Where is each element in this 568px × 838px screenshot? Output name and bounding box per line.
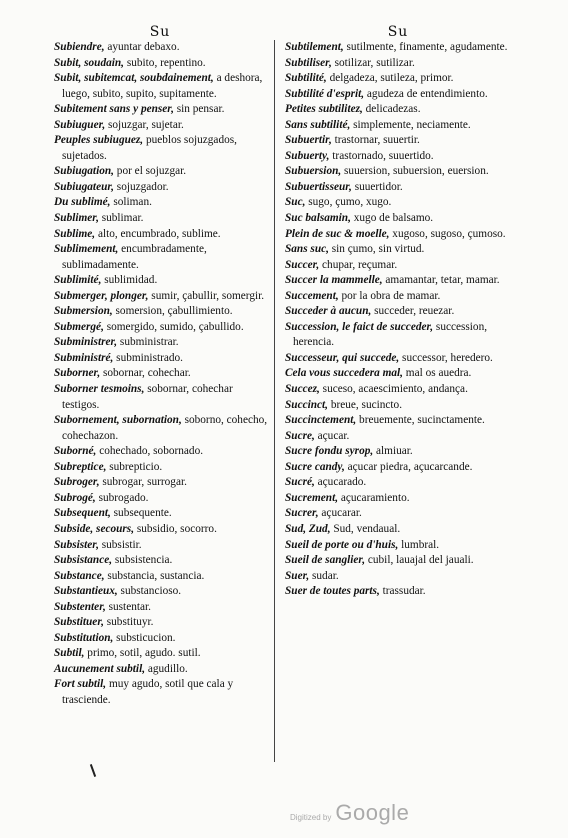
entry-headword: Substituer, (54, 616, 104, 629)
entry-translation: trastornado, suuertido. (329, 149, 434, 162)
entry-headword: Subtil, (54, 647, 85, 660)
dictionary-entry (285, 195, 509, 211)
dictionary-entry (285, 460, 509, 476)
entry-headword: Subsister, (54, 538, 99, 551)
dictionary-entry (285, 102, 509, 118)
digitized-by-label: Digitized by (290, 813, 332, 822)
entry-translation: agudillo. (145, 662, 188, 675)
entry-translation: breue, sucincto. (328, 398, 403, 411)
entry-headword: Subit, subitemcat, soubdainement, (54, 72, 214, 85)
dictionary-entry (285, 351, 509, 367)
dictionary-entry (285, 133, 509, 149)
entry-headword: Subrogé, (54, 491, 96, 504)
dictionary-entry (285, 164, 509, 180)
dictionary-entry (54, 366, 268, 382)
dictionary-entry (54, 164, 268, 180)
entry-translation: cubil, lauajal del jauali. (365, 554, 474, 567)
dictionary-entry (54, 444, 268, 460)
dictionary-entry (285, 444, 509, 460)
dictionary-entry (285, 491, 509, 507)
entry-headword: Subtilement, (285, 41, 344, 53)
dictionary-entry (54, 211, 268, 227)
entry-translation: sin pensar. (173, 103, 225, 116)
dictionary-entry (285, 475, 509, 491)
entry-translation: sublimidad. (101, 274, 158, 287)
entry-headword: Sucre, (285, 429, 315, 442)
entry-headword: Subiendre, (54, 41, 105, 53)
entry-translation: açucar. (314, 429, 350, 442)
entry-headword: Succer la mammelle, (285, 274, 383, 287)
entry-headword: Subministré, (54, 351, 114, 364)
dictionary-entry (285, 584, 509, 600)
entry-headword: Plein de suc & moelle, (285, 227, 390, 240)
entry-translation: açucar piedra, açucarcande. (344, 460, 473, 473)
entry-headword: Subroger, (54, 476, 100, 489)
left-column (54, 40, 268, 709)
entry-translation: subrogado. (95, 491, 149, 504)
dictionary-entry (54, 631, 268, 647)
entry-translation: subministrado. (113, 351, 184, 364)
dictionary-entry (285, 506, 509, 522)
dictionary-entry (54, 102, 268, 118)
entry-headword: Subsistance, (54, 554, 113, 567)
dictionary-entry (285, 118, 509, 134)
entry-translation: açucarado. (314, 476, 367, 489)
dictionary-entry (285, 413, 509, 429)
entry-translation: subsistencia. (112, 554, 173, 567)
entry-translation: açucarar. (318, 507, 362, 520)
dictionary-entry (54, 133, 268, 164)
entry-headword: Subuertisseur, (285, 180, 352, 193)
entry-translation: subsidio, socorro. (134, 522, 217, 535)
entry-translation: sobornar, cohechar testigos. (62, 383, 233, 411)
dictionary-entry (54, 180, 268, 196)
entry-translation: subsistir. (98, 538, 142, 551)
entry-translation: delicadezas. (362, 103, 421, 116)
entry-translation: sudar. (309, 569, 339, 582)
entry-headword: Subuertir, (285, 134, 332, 147)
entry-translation: ayuntar debaxo. (104, 41, 180, 53)
entry-headword: Sans subtilité, (285, 118, 351, 131)
entry-translation: cohechado, sobornado. (96, 445, 204, 458)
entry-headword: Succement, (285, 289, 339, 302)
dictionary-entry (285, 538, 509, 554)
dictionary-entry (54, 475, 268, 491)
entry-translation: sobornar, cohechar. (100, 367, 191, 380)
entry-headword: Peuples subiuguez, (54, 134, 144, 147)
dictionary-entry (285, 289, 509, 305)
entry-headword: Petites subtilitez, (285, 103, 363, 116)
entry-headword: Suborner tesmoins, (54, 383, 145, 396)
entry-headword: Subiuguer, (54, 118, 106, 131)
dictionary-entry (54, 273, 268, 289)
entry-translation: alto, encumbrado, sublime. (95, 227, 221, 240)
entry-translation: soliman. (110, 196, 152, 209)
entry-headword: Subsequent, (54, 507, 111, 520)
entry-headword: Suc balsamin, (285, 212, 351, 225)
dictionary-entry (54, 677, 268, 708)
digitized-footer (290, 800, 430, 826)
entry-translation: xugo de balsamo. (350, 212, 434, 225)
dictionary-entry (54, 553, 268, 569)
entry-headword: Subornement, subornation, (54, 414, 182, 427)
dictionary-entry (54, 382, 268, 413)
entry-translation: sotilizar, sutilizar. (331, 56, 415, 69)
dictionary-entry (54, 491, 268, 507)
entry-headword: Sublimer, (54, 212, 99, 225)
entry-translation: substancioso. (117, 585, 182, 598)
dictionary-entry (54, 522, 268, 538)
dictionary-entry (54, 538, 268, 554)
dictionary-entry (54, 351, 268, 367)
entry-translation: suceso, acaescimiento, andança. (319, 383, 468, 396)
entry-headword: Succez, (285, 383, 320, 396)
entry-headword: Subitement sans y penser, (54, 103, 174, 116)
dictionary-entry (54, 71, 268, 102)
entry-headword: Subuerty, (285, 149, 330, 162)
entry-translation: encumbradamente, sublimadamente. (62, 243, 207, 271)
entry-translation: suuersion, subuersion, euersion. (341, 165, 489, 178)
entry-headword: Subreptice, (54, 460, 107, 473)
dictionary-entry (54, 460, 268, 476)
entry-translation: succession, herencia. (293, 320, 488, 349)
entry-headword: Subuersion, (285, 165, 342, 178)
entry-translation: trastornar, suuertir. (331, 134, 420, 147)
entry-headword: Subiugateur, (54, 180, 114, 193)
entry-headword: Sucre fondu syrop, (285, 445, 374, 458)
entry-headword: Substitution, (54, 631, 114, 644)
dictionary-entry (54, 56, 268, 72)
entry-headword: Sublime, (54, 227, 96, 240)
entry-headword: Succer, (285, 258, 320, 271)
dictionary-entry (54, 40, 268, 56)
entry-headword: Substenter, (54, 600, 106, 613)
entry-translation: substicucion. (113, 631, 176, 644)
dictionary-entry (285, 180, 509, 196)
dictionary-entry (285, 320, 509, 351)
dictionary-entry (285, 522, 509, 538)
dictionary-entry (285, 429, 509, 445)
dictionary-entry (54, 615, 268, 631)
dictionary-entry (54, 506, 268, 522)
entry-headword: Subtilité d'esprit, (285, 87, 365, 100)
entry-headword: Sublimité, (54, 274, 102, 287)
entry-translation: successor, heredero. (399, 351, 493, 364)
dictionary-entry (54, 320, 268, 336)
entry-translation: substituyr. (103, 616, 154, 629)
entry-headword: Suborné, (54, 445, 97, 458)
dictionary-entry (285, 569, 509, 585)
entry-translation: muy agudo, sotil que cala y trasciende. (62, 678, 234, 706)
dictionary-entry (54, 118, 268, 134)
entry-translation: por el sojuzgar. (113, 165, 187, 178)
dictionary-entry (54, 413, 268, 444)
dictionary-entry (285, 242, 509, 258)
entry-translation: sojuzgador. (113, 180, 169, 193)
entry-translation: xugoso, sugoso, çumoso. (389, 227, 506, 240)
entry-headword: Subtilité, (285, 72, 327, 85)
entry-translation: primo, sotil, agudo. sutil. (84, 647, 201, 660)
dictionary-entry (54, 600, 268, 616)
entry-translation: suuertidor. (351, 180, 403, 193)
dictionary-entry (285, 87, 509, 103)
entry-translation: sin çumo, sin virtud. (328, 243, 425, 256)
entry-headword: Submerger, plonger, (54, 289, 149, 302)
dictionary-entry (285, 382, 509, 398)
entry-headword: Sud, Zud, (285, 522, 331, 535)
dictionary-entry (285, 273, 509, 289)
entry-headword: Sucrement, (285, 491, 339, 504)
entry-headword: Succinctement, (285, 414, 357, 427)
entry-headword: Succinct, (285, 398, 328, 411)
entry-headword: Cela vous succedera mal, (285, 367, 403, 380)
dictionary-entry (54, 195, 268, 211)
entry-translation: simplemente, neciamente. (350, 118, 471, 131)
entry-headword: Succeder à aucun, (285, 305, 372, 318)
entry-translation: subito, repentino. (124, 56, 206, 69)
entry-headword: Aucunement subtil, (54, 662, 146, 675)
entry-translation: subministrar. (117, 336, 179, 349)
dictionary-entry (285, 553, 509, 569)
entry-translation: sojuzgar, sujetar. (105, 118, 184, 131)
entry-translation: soborno, cohecho, cohechazon. (62, 414, 268, 442)
entry-headword: Sucre candy, (285, 460, 345, 473)
entry-headword: Suer de toutes parts, (285, 585, 380, 598)
entry-translation: sugo, çumo, xugo. (305, 196, 392, 209)
entry-headword: Successeur, qui succede, (285, 351, 400, 364)
entry-translation: lumbral. (398, 538, 440, 551)
entry-translation: a deshora, luego, subito, supito, supitamente. (62, 72, 263, 100)
ink-mark (90, 764, 96, 777)
entry-headword: Submergé, (54, 320, 104, 333)
entry-translation: sutilmente, finamente, agudamente. (343, 41, 508, 53)
dictionary-entry (285, 258, 509, 274)
dictionary-entry (54, 662, 268, 678)
entry-headword: Sans suc, (285, 243, 329, 256)
dictionary-entry (54, 584, 268, 600)
entry-headword: Substantieux, (54, 585, 118, 598)
dictionary-entry (54, 646, 268, 662)
dictionary-entry (285, 211, 509, 227)
entry-headword: Fort subtil, (54, 678, 107, 691)
entry-headword: Suc, (285, 196, 306, 209)
entry-headword: Du sublimé, (54, 196, 111, 209)
entry-translation: substancia, sustancia. (104, 569, 205, 582)
entry-translation: subrepticio. (106, 460, 163, 473)
entry-headword: Subiugation, (54, 165, 114, 178)
entry-headword: Sueil de sanglier, (285, 554, 366, 567)
entry-headword: Submersion, (54, 305, 113, 318)
entry-translation: subsequente. (110, 507, 172, 520)
entry-translation: subrogar, surrogar. (99, 476, 187, 489)
entry-headword: Sucrer, (285, 507, 319, 520)
dictionary-entry (285, 56, 509, 72)
entry-translation: sumir, çabullir, somergir. (148, 289, 265, 302)
entry-translation: somersion, çabullimiento. (112, 305, 233, 318)
entry-translation: almiuar. (373, 445, 413, 458)
dictionary-entry (54, 569, 268, 585)
dictionary-entry (285, 304, 509, 320)
entry-headword: Sucré, (285, 476, 315, 489)
entry-translation: breuemente, sucinctamente. (356, 414, 485, 427)
entry-translation: succeder, reuezar. (371, 305, 455, 318)
dictionary-entry (54, 304, 268, 320)
dictionary-entry (54, 242, 268, 273)
entry-translation: somergido, sumido, çabullido. (103, 320, 244, 333)
entry-translation: sustentar. (105, 600, 151, 613)
dictionary-entry (54, 227, 268, 243)
dictionary-entry (54, 289, 268, 305)
column-divider (274, 40, 275, 762)
entry-headword: Sueil de porte ou d'huis, (285, 538, 399, 551)
entry-headword: Subside, secours, (54, 522, 135, 535)
entry-translation: por la obra de mamar. (338, 289, 441, 302)
entry-headword: Succession, le faict de succeder, (285, 320, 434, 333)
entry-headword: Subministrer, (54, 336, 118, 349)
dictionary-entry (54, 335, 268, 351)
entry-translation: sublimar. (98, 212, 144, 225)
entry-headword: Sublimement, (54, 243, 119, 256)
entry-translation: açucaramiento. (338, 491, 410, 504)
running-head-left: Su (149, 24, 171, 40)
google-logo: Google (335, 800, 410, 825)
entry-translation: trassudar. (379, 585, 426, 598)
entry-headword: Suer, (285, 569, 310, 582)
entry-headword: Suborner, (54, 367, 101, 380)
entry-headword: Subit, soudain, (54, 56, 125, 69)
entry-translation: chupar, reçumar. (319, 258, 398, 271)
entry-translation: mal os auedra. (402, 367, 472, 380)
entry-translation: amamantar, tetar, mamar. (382, 274, 500, 287)
dictionary-entry (285, 71, 509, 87)
dictionary-entry (285, 398, 509, 414)
right-column (285, 40, 509, 600)
running-head-right: Su (387, 24, 409, 40)
dictionary-entry (285, 149, 509, 165)
entry-headword: Subtiliser, (285, 56, 332, 69)
entry-translation: pueblos sojuzgados, sujetados. (62, 134, 237, 162)
entry-translation: agudeza de entendimiento. (364, 87, 488, 100)
entry-translation: Sud, vendaual. (330, 522, 401, 535)
dictionary-entry (285, 227, 509, 243)
entry-translation: delgadeza, sutileza, primor. (326, 72, 454, 85)
entry-headword: Substance, (54, 569, 105, 582)
dictionary-entry (285, 366, 509, 382)
dictionary-entry (285, 40, 509, 56)
